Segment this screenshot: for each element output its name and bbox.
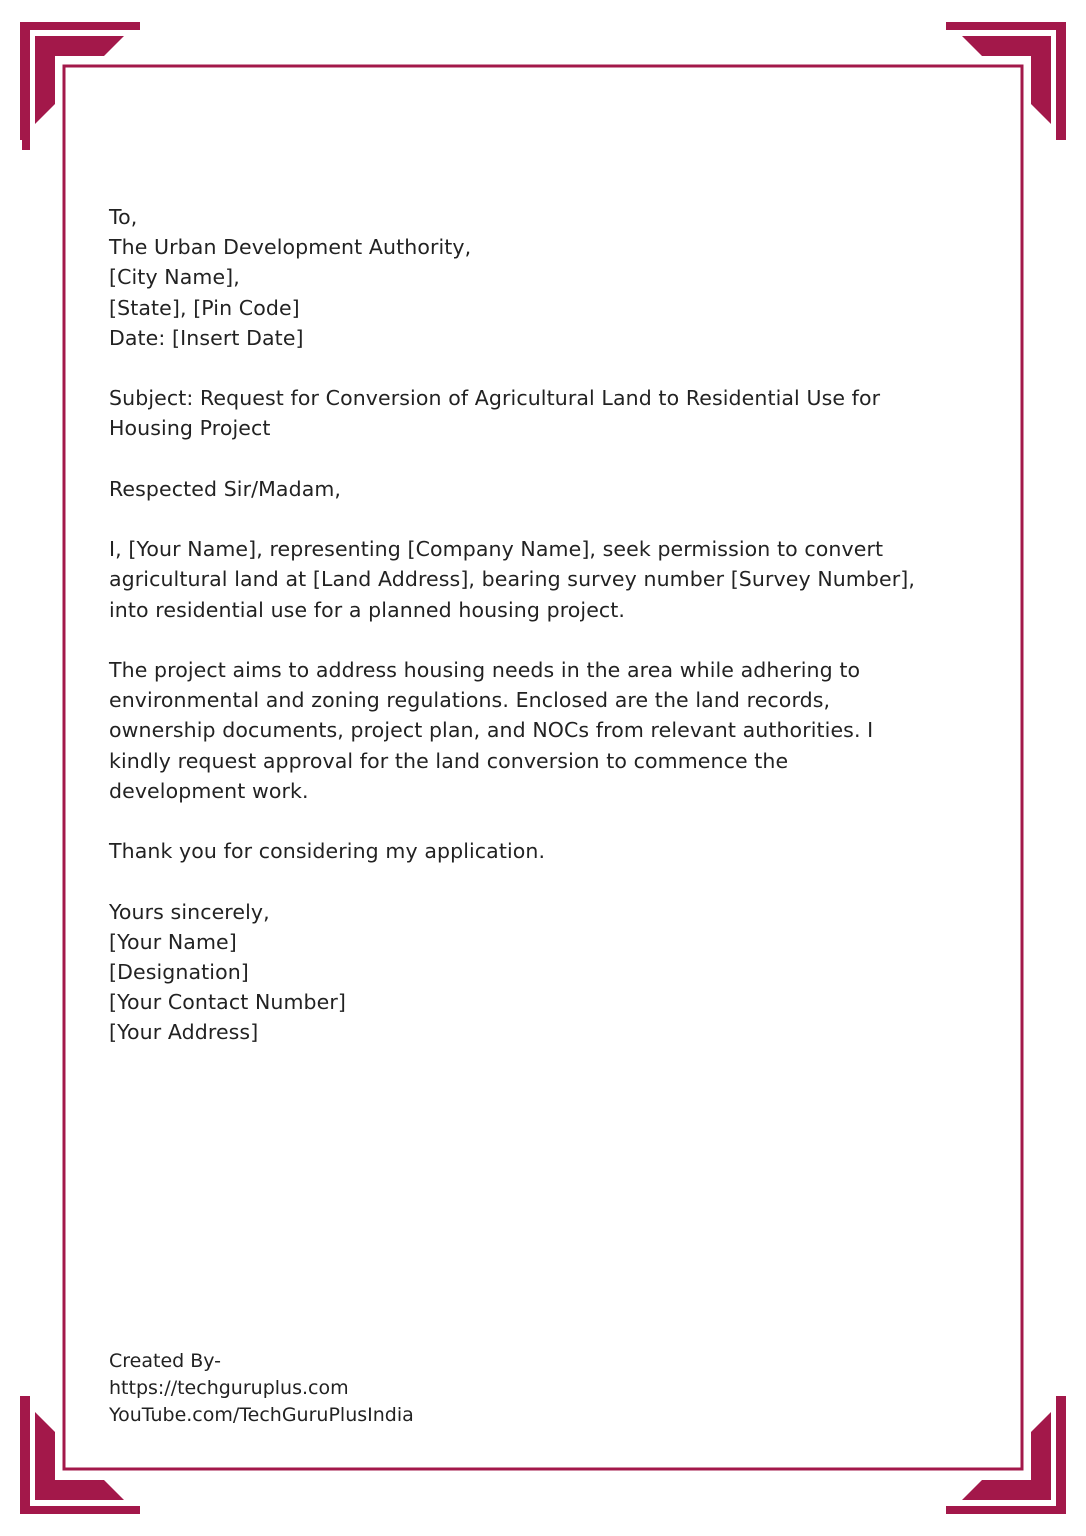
address-city: [City Name], xyxy=(109,265,240,290)
closing-block xyxy=(109,897,979,1048)
paragraph-1-line-3: into residential use for a planned housing project. xyxy=(109,597,626,622)
recipient-address xyxy=(109,202,979,353)
corner-ornament-top-left xyxy=(20,22,140,150)
signer-address: [Your Address] xyxy=(109,1020,259,1045)
body-paragraph-2 xyxy=(109,655,979,806)
paragraph-2-line-1: The project aims to address housing needs in the area while adhering to xyxy=(109,657,861,682)
credits-created-by: Created By- xyxy=(109,1350,222,1372)
corner-ornament-bottom-right xyxy=(946,1396,1066,1514)
paragraph-1-line-2: agricultural land at [Land Address], bearing survey number [Survey Number], xyxy=(109,567,915,592)
credits-website: https://techguruplus.com xyxy=(109,1377,349,1399)
signer-contact: [Your Contact Number] xyxy=(109,990,346,1015)
corner-ornament-top-right xyxy=(946,22,1066,140)
subject-line-1: Subject: Request for Conversion of Agricultural Land to Residential Use for xyxy=(109,386,881,411)
valediction: Yours sincerely, xyxy=(109,899,270,924)
body-paragraph-1 xyxy=(109,534,979,625)
paragraph-2-line-2: environmental and zoning regulations. Enclosed are the land records, xyxy=(109,688,831,713)
subject-line xyxy=(109,383,979,443)
salutation-text: Respected Sir/Madam, xyxy=(109,476,342,501)
paragraph-2-line-5: development work. xyxy=(109,778,309,803)
credits-block xyxy=(109,1348,414,1429)
thanks-line xyxy=(109,836,979,866)
subject-line-2: Housing Project xyxy=(109,416,271,441)
paragraph-2-line-4: kindly request approval for the land conversion to commence the xyxy=(109,748,789,773)
address-state-pin: [State], [Pin Code] xyxy=(109,295,300,320)
address-to: To, xyxy=(109,205,138,229)
paragraph-1-line-1: I, [Your Name], representing [Company Name], seek permission to convert xyxy=(109,537,884,562)
letter-date: Date: [Insert Date] xyxy=(109,325,304,350)
letter-body xyxy=(109,202,979,1078)
address-authority: The Urban Development Authority, xyxy=(109,235,472,260)
salutation xyxy=(109,474,979,504)
signer-designation: [Designation] xyxy=(109,959,249,984)
signer-name: [Your Name] xyxy=(109,929,237,954)
credits-youtube: YouTube.com/TechGuruPlusIndia xyxy=(109,1404,414,1426)
paragraph-2-line-3: ownership documents, project plan, and NOCs from relevant authorities. I xyxy=(109,718,874,743)
thanks-text: Thank you for considering my application. xyxy=(109,839,546,864)
